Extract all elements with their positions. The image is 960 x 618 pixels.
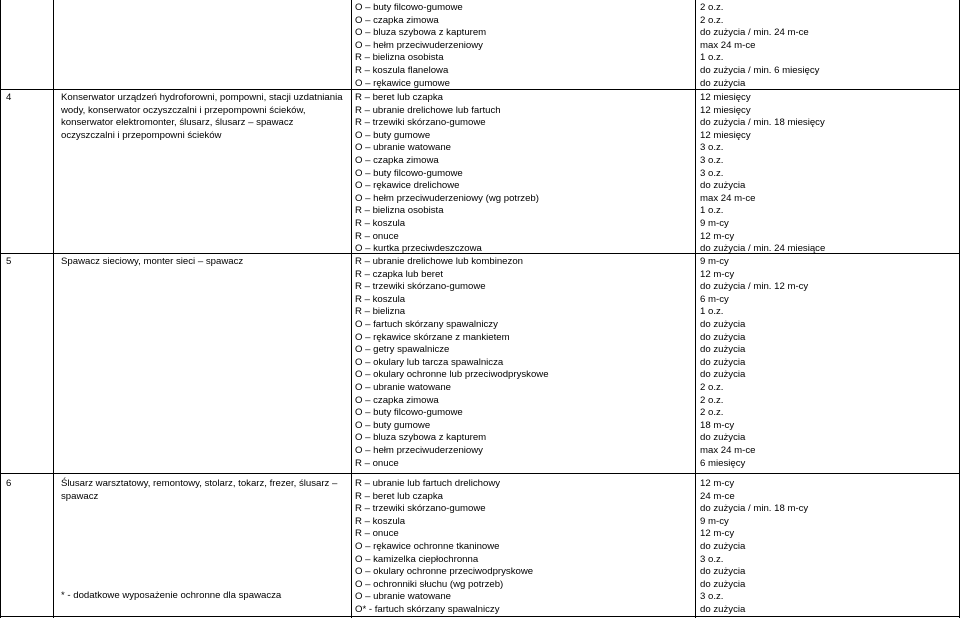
equipment-item: O – bluza szybowa z kapturem <box>355 27 487 39</box>
equipment-item: R – bielizna osobista <box>355 205 444 217</box>
row-5-terms <box>700 256 808 470</box>
equipment-item: R – czapka lub beret <box>355 268 443 280</box>
usage-term: 3 o.z. <box>700 167 724 179</box>
usage-term: 12 m-cy <box>700 268 735 280</box>
usage-term: 1 o.z. <box>700 52 724 64</box>
usage-term: 2 o.z. <box>700 407 724 419</box>
usage-term: do zużycia / min. 24 miesiące <box>700 243 826 255</box>
equipment-item: R – ubranie drelichowe lub kombinezon <box>355 256 523 267</box>
usage-term: 1 o.z. <box>700 306 724 318</box>
equipment-item: O – buty gumowe <box>355 419 431 431</box>
row-6-number: 6 <box>6 478 12 489</box>
usage-term: 2 o.z. <box>700 394 724 406</box>
usage-term: max 24 m-ce <box>700 444 756 456</box>
column-divider-2 <box>351 0 352 618</box>
equipment-item: O – okulary lub tarcza spawalnicza <box>355 356 504 368</box>
usage-term: do zużycia / min. 12 m-cy <box>700 281 809 293</box>
equipment-item: O – getry spawalnicze <box>355 344 450 356</box>
usage-term: do zużycia / min. 18 m-cy <box>700 503 809 515</box>
row-5-items <box>355 256 549 470</box>
usage-term: 9 m-cy <box>700 256 729 267</box>
equipment-item: R – onuce <box>355 457 399 469</box>
usage-term: do zużycia <box>700 356 746 368</box>
usage-term: 1 o.z. <box>700 205 724 217</box>
equipment-item: R – trzewiki skórzano-gumowe <box>355 281 486 293</box>
equipment-item: O – hełm przeciwuderzeniowy <box>355 444 483 456</box>
row-6-footnote: * - dodatkowe wyposażenie ochronne dla spawacza <box>61 590 282 601</box>
equipment-item: O – buty filcowo-gumowe <box>355 407 463 419</box>
equipment-item: R – onuce <box>355 230 399 242</box>
usage-term: do zużycia <box>700 77 746 89</box>
equipment-item: O – fartuch skórzany spawalniczy <box>355 318 498 330</box>
usage-term: do zużycia / min. 6 miesięcy <box>700 64 820 76</box>
usage-term: do zużycia <box>700 344 746 356</box>
usage-term: 24 m-ce <box>700 490 735 502</box>
column-divider-1 <box>53 0 54 618</box>
row-6-items <box>355 478 533 617</box>
row-5-number: 5 <box>6 256 12 267</box>
row-4-items <box>355 92 539 256</box>
equipment-item: O – rękawice skórzane z mankietem <box>355 331 510 343</box>
table-border-left <box>0 0 1 618</box>
usage-term: do zużycia <box>700 180 746 192</box>
equipment-item: O* - fartuch skórzany spawalniczy <box>355 603 500 615</box>
equipment-item: R – koszula <box>355 515 406 527</box>
usage-term: do zużycia <box>700 432 746 444</box>
equipment-item: R – bielizna <box>355 306 406 318</box>
usage-term: 2 o.z. <box>700 2 724 13</box>
equipment-item: O – ubranie watowane <box>355 381 451 393</box>
equipment-item: O – buty gumowe <box>355 129 431 141</box>
equipment-item: O – rękawice gumowe <box>355 77 450 89</box>
usage-term: 18 m-cy <box>700 419 735 431</box>
usage-term: 9 m-cy <box>700 515 729 527</box>
equipment-item: O – czapka zimowa <box>355 14 439 26</box>
equipment-item: O – hełm przeciwuderzeniowy <box>355 39 483 51</box>
row-6-terms <box>700 478 808 617</box>
usage-term: 12 miesięcy <box>700 104 751 116</box>
equipment-item: O – kamizelka ciepłochronna <box>355 553 479 565</box>
row-0-items <box>355 2 486 90</box>
usage-term: 12 m-cy <box>700 230 735 242</box>
equipment-item: R – trzewiki skórzano-gumowe <box>355 117 486 129</box>
equipment-item: O – hełm przeciwuderzeniowy (wg potrzeb) <box>355 192 539 204</box>
usage-term: 3 o.z. <box>700 154 724 166</box>
usage-term: do zużycia <box>700 566 746 578</box>
equipment-item: O – ubranie watowane <box>355 591 451 603</box>
equipment-item: O – bluza szybowa z kapturem <box>355 432 487 444</box>
equipment-item: O – okulary ochronne lub przeciwodpryskowe <box>355 369 549 381</box>
usage-term: do zużycia <box>700 331 746 343</box>
equipment-item: O – czapka zimowa <box>355 154 439 166</box>
equipment-item: R – koszula flanelowa <box>355 64 449 76</box>
equipment-item: R – trzewiki skórzano-gumowe <box>355 503 486 515</box>
equipment-item: R – bielizna osobista <box>355 52 444 64</box>
equipment-item: O – rękawice drelichowe <box>355 180 460 192</box>
equipment-item: O – okulary ochronne przeciwodpryskowe <box>355 566 534 578</box>
equipment-item: R – beret lub czapka <box>355 490 443 502</box>
row-6-description: Ślusarz warsztatowy, remontowy, stolarz, tokarz, frezer, ślusarz – spawacz <box>61 478 338 502</box>
equipment-item: R – beret lub czapka <box>355 92 443 103</box>
usage-term: 12 m-cy <box>700 528 735 540</box>
column-divider-3 <box>695 0 696 618</box>
usage-term: 2 o.z. <box>700 381 724 393</box>
row-5-description: Spawacz sieciowy, monter sieci – spawacz <box>61 256 244 267</box>
usage-term: 12 m-cy <box>700 478 735 489</box>
row-4-description: Konserwator urządzeń hydroforowni, pompowni, stacji uzdatniania wody, konserwator oczyszczalni i przepompowni ścieków, konserwator elektromonter, ślusarz, ślusarz – spawacz oczyszczalni i przepompowni ścieków <box>61 92 343 141</box>
equipment-item: O – kurtka przeciwdeszczowa <box>355 243 482 255</box>
row-0-terms <box>700 2 819 90</box>
usage-term: 6 miesięcy <box>700 457 746 469</box>
row-divider-6 <box>0 473 960 474</box>
usage-term: do zużycia <box>700 578 746 590</box>
row-4-number: 4 <box>6 92 12 103</box>
usage-term: max 24 m-ce <box>700 192 756 204</box>
usage-term: do zużycia <box>700 318 746 330</box>
usage-term: 6 m-cy <box>700 293 729 305</box>
usage-term: 3 o.z. <box>700 142 724 154</box>
equipment-item: R – ubranie lub fartuch drelichowy <box>355 478 501 489</box>
row-4-terms <box>700 92 825 256</box>
usage-term: 2 o.z. <box>700 14 724 26</box>
equipment-item: R – koszula <box>355 293 406 305</box>
usage-term: do zużycia / min. 18 miesięcy <box>700 117 825 129</box>
equipment-item: O – czapka zimowa <box>355 394 439 406</box>
equipment-item: R – ubranie drelichowe lub fartuch <box>355 104 501 116</box>
usage-term: do zużycia <box>700 540 746 552</box>
usage-term: do zużycia <box>700 369 746 381</box>
equipment-item: O – buty filcowo-gumowe <box>355 167 463 179</box>
usage-term: 9 m-cy <box>700 217 729 229</box>
usage-term: do zużycia / min. 24 m-ce <box>700 27 809 39</box>
usage-term: do zużycia <box>700 603 746 615</box>
usage-term: 12 miesięcy <box>700 129 751 141</box>
equipment-item: O – ochronniki słuchu (wg potrzeb) <box>355 578 504 590</box>
usage-term: 3 o.z. <box>700 553 724 565</box>
equipment-item: R – onuce <box>355 528 399 540</box>
equipment-item: O – buty filcowo-gumowe <box>355 2 463 13</box>
usage-term: max 24 m-ce <box>700 39 756 51</box>
usage-term: 3 o.z. <box>700 591 724 603</box>
equipment-item: O – ubranie watowane <box>355 142 451 154</box>
usage-term: 12 miesięcy <box>700 92 751 103</box>
equipment-item: R – koszula <box>355 217 406 229</box>
equipment-item: O – rękawice ochronne tkaninowe <box>355 540 500 552</box>
